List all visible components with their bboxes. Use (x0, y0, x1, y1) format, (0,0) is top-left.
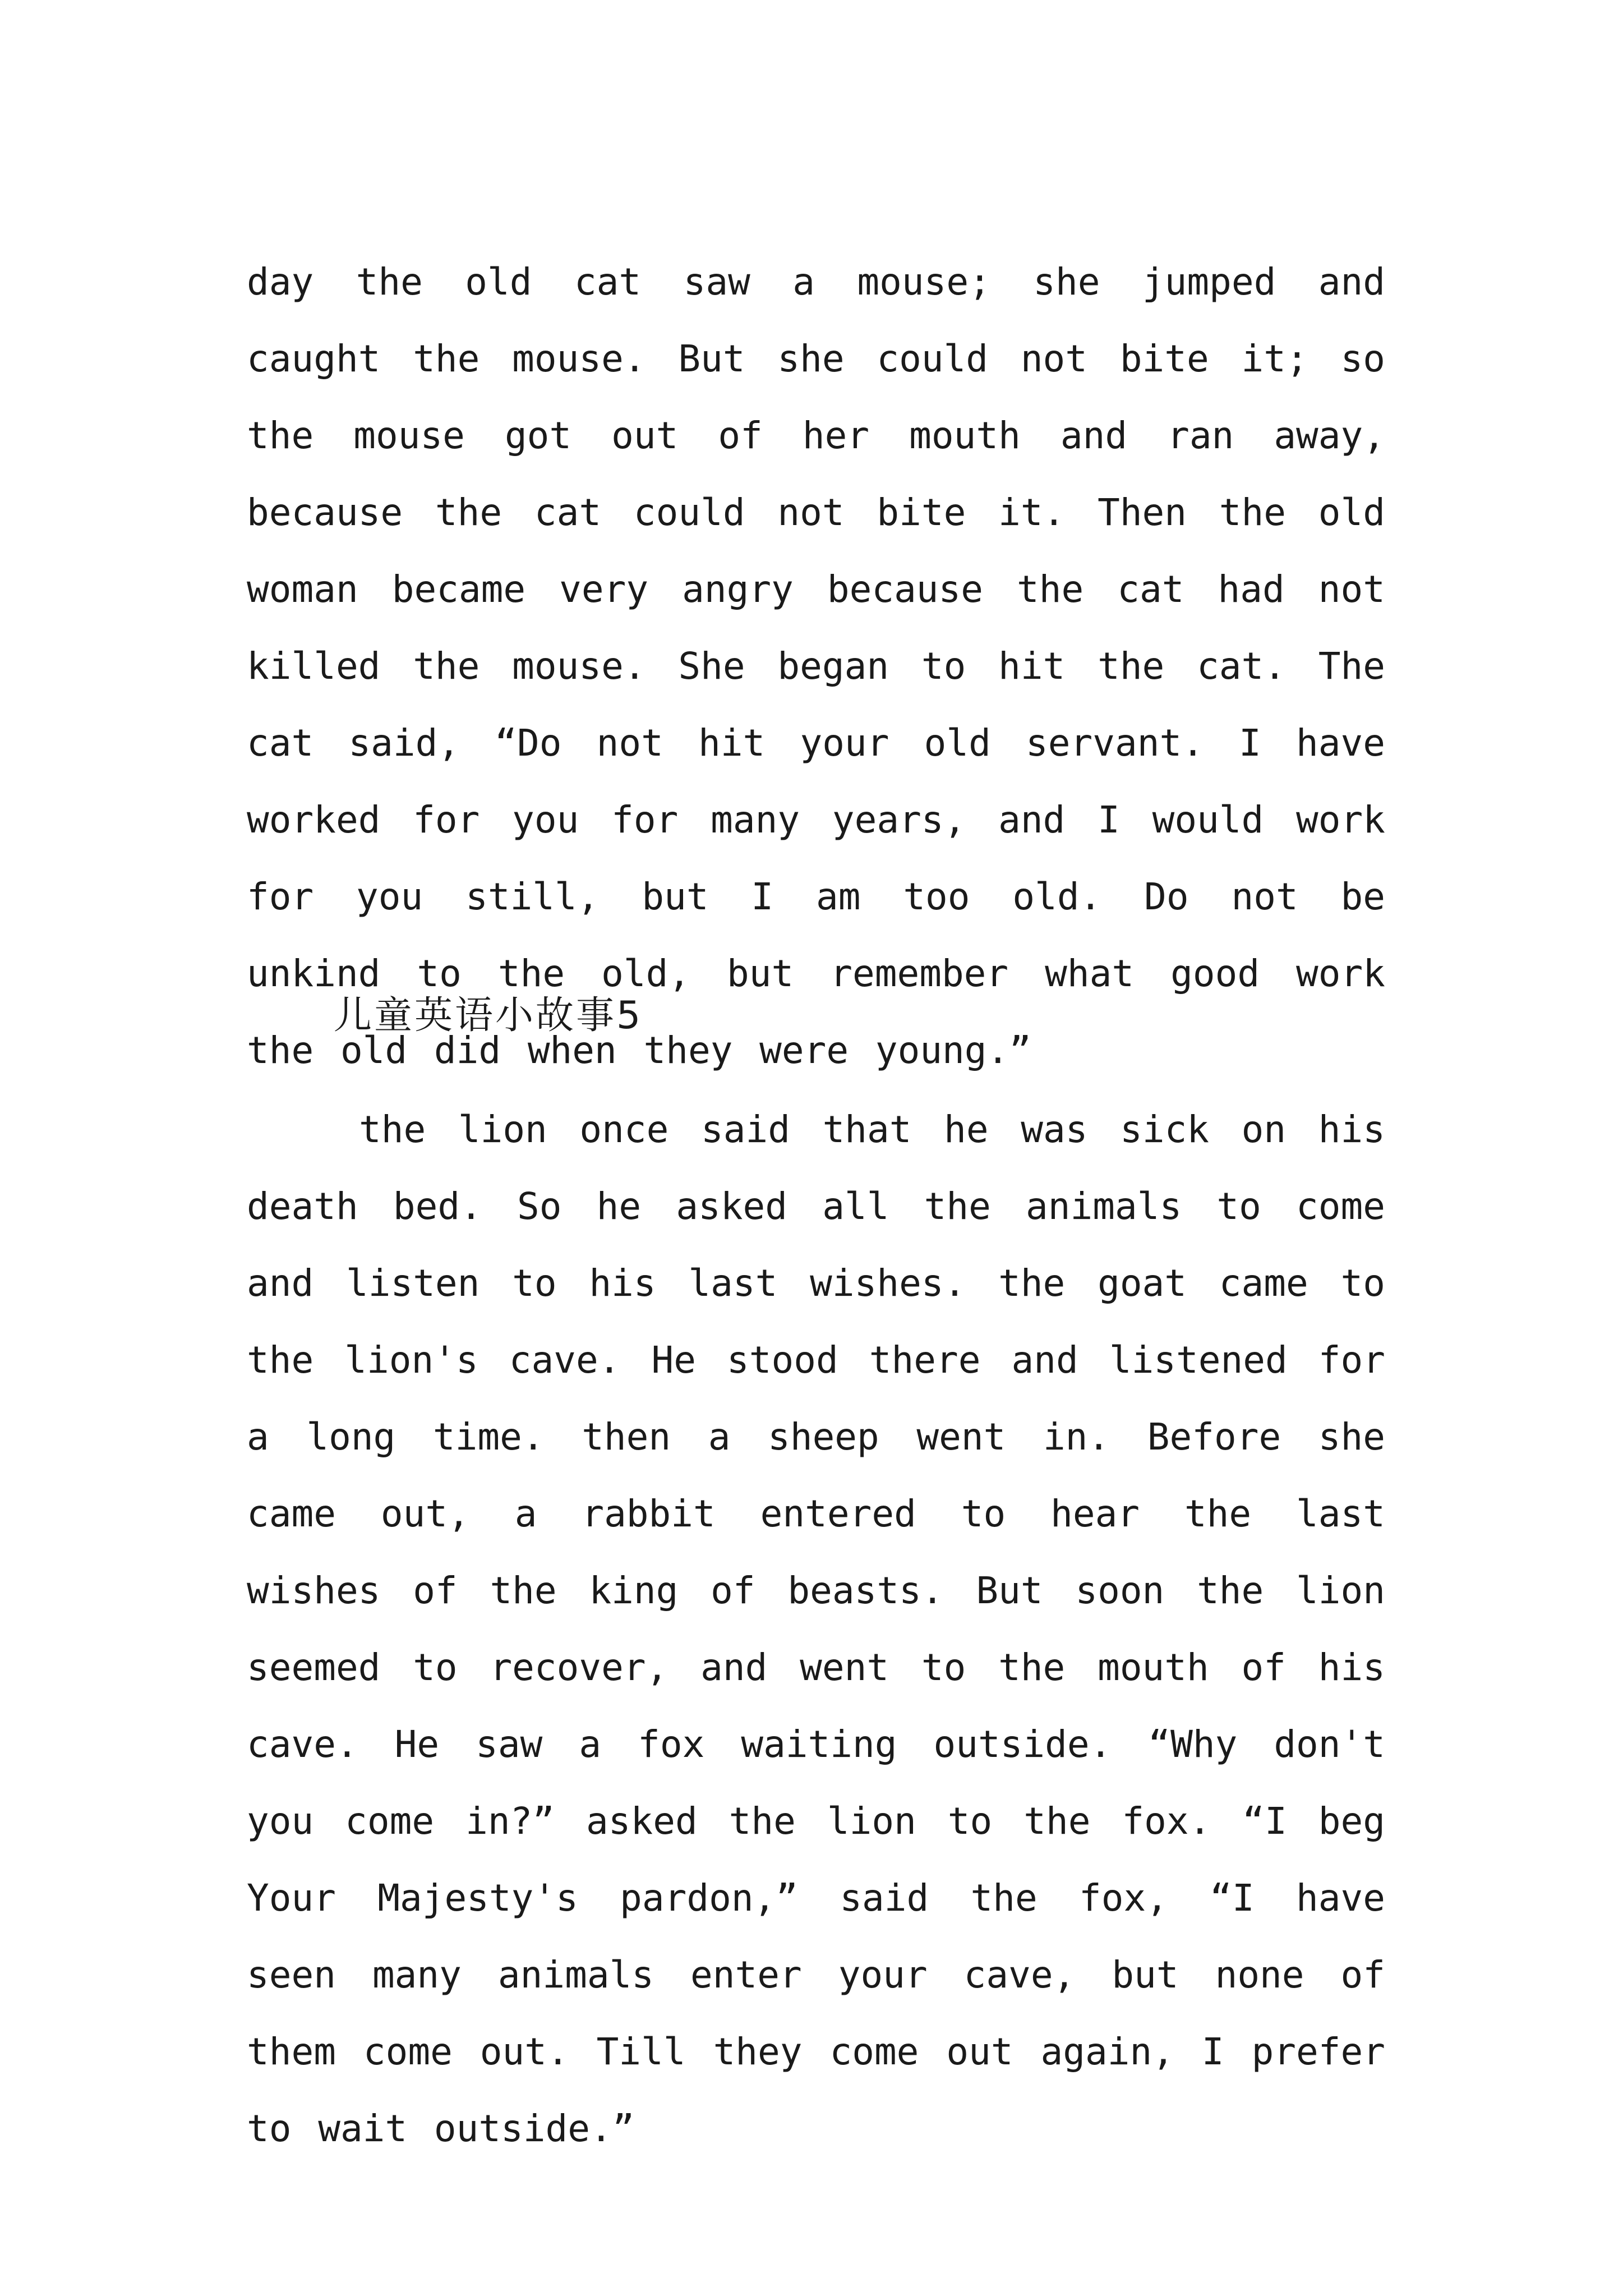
story-heading: 儿童英语小故事5 (334, 993, 643, 1038)
story-paragraph: the lion once said that he was sick on his death bed. So he asked all the animals to come and listen to his last wishes. the goat came to the lion's cave. He stood there and listened for a long time. then a sheep went in. Before she came out, a rabbit entered to hear the last wishes of the king of beasts. But soon the lion seemed to recover, and went to the mouth of his cave. He saw a fox waiting outside. “Why don't you come in?” asked the lion to the fox. “I beg Your Majesty's pardon,” said the fox, “I have seen many animals enter your cave, but none of them come out. Till they come out again, I prefer to wait outside.” (247, 1108, 1385, 2150)
story-paragraph: day the old cat saw a mouse; she jumped and caught the mouse. But she could not bite it; so the mouse got out of her mouth and ran away, because the cat could not bite it. Then the old woman became very angry because the cat had not killed the mouse. She began to hit the cat. The cat said, “Do not hit your old servant. I have worked for you for many years, and I would work for you still, but I am too old. Do not be unkind to the old, but remember what good work the old did when they were young.” (247, 260, 1385, 1072)
